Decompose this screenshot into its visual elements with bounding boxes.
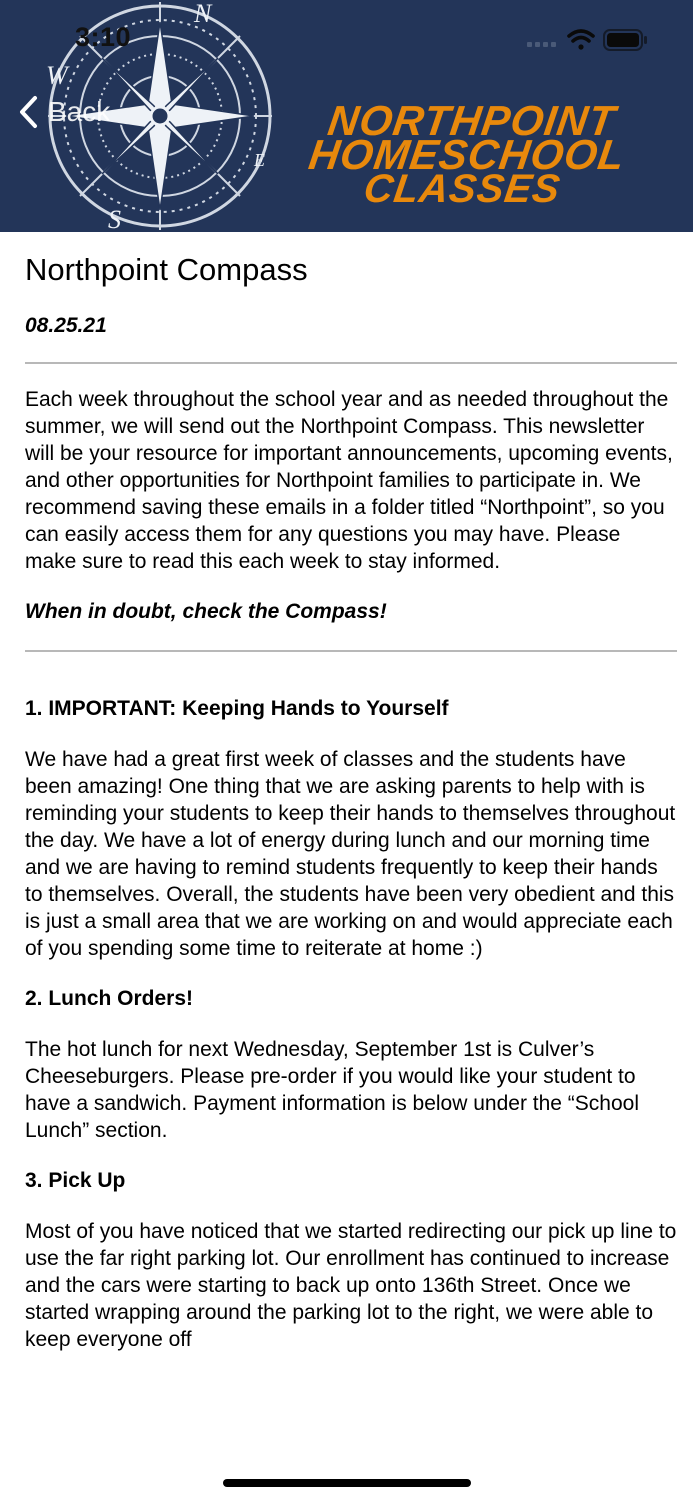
compass-letter-e: E xyxy=(254,150,265,170)
battery-icon xyxy=(604,30,647,50)
section-body-1: We have had a great first week of classes and the students have been amazing! One thing that we are asking parents to help with is reminding your students to keep their hands to themselves throughout the day. We have a lot of energy during lunch and our morning time and we are having to remind students frequently to keep their hands to themselves. Overall, the students have been very obedient and this is just a small area that we are working on and would appreciate each of you spending some time to reiterate at home :) xyxy=(25,748,676,960)
status-icons xyxy=(525,26,649,54)
divider-top xyxy=(25,362,677,364)
status-time: 3:10 xyxy=(75,22,132,52)
section-body-2: The hot lunch for next Wednesday, September 1st is Culver’s Cheeseburgers. Please pre-order if you would like your student to have a sandwich. Payment information is below under the “School Lunch” section. xyxy=(25,1038,640,1142)
compass-letter-w: W xyxy=(46,61,68,90)
home-indicator[interactable] xyxy=(223,1479,471,1487)
tagline: When in doubt, check the Compass! xyxy=(25,600,387,623)
northpoint-logo xyxy=(275,97,659,211)
article-content xyxy=(25,232,677,1353)
header-banner xyxy=(0,0,693,232)
chevron-left-icon xyxy=(18,95,38,129)
compass-letter-n: N xyxy=(194,0,212,28)
section-body-3: Most of you have noticed that we started redirecting our pick up line to use the far right parking lot. Our enrollment has continued to increase and the cars were starting to back up onto 136th Street. Once we started wrapping around the parking lot to the right, we were able to keep everyone off xyxy=(25,1220,677,1351)
section-heading-1: 1. IMPORTANT: Keeping Hands to Yourself xyxy=(25,697,449,720)
intro-paragraph: Each week throughout the school year and as needed throughout the summer, we will send out the Northpoint Compass. This newsletter will be your resource for important announcements, upcoming events, and other opportunities for Northpoint families to participate in. We recommend saving these emails in a folder titled “Northpoint”, so you can easily access them for any questions you may have. Please make sure to read this each week to stay informed. xyxy=(25,388,673,573)
logo-line-1: NORTHPOINT xyxy=(325,97,619,144)
back-button-label: Back xyxy=(48,96,111,127)
article-title: Northpoint Compass xyxy=(25,252,308,287)
cellular-signal-icon xyxy=(527,42,556,47)
wifi-icon xyxy=(569,31,593,50)
logo-line-2: HOMESCHOOL xyxy=(305,131,629,178)
compass-letter-s: S xyxy=(108,205,121,232)
logo-line-3: CLASSES xyxy=(361,167,564,211)
back-button[interactable] xyxy=(18,92,110,132)
section-heading-3: 3. Pick Up xyxy=(25,1169,126,1192)
divider-bottom xyxy=(25,650,677,652)
section-heading-2: 2. Lunch Orders! xyxy=(25,987,194,1010)
article-date: 08.25.21 xyxy=(25,314,107,337)
